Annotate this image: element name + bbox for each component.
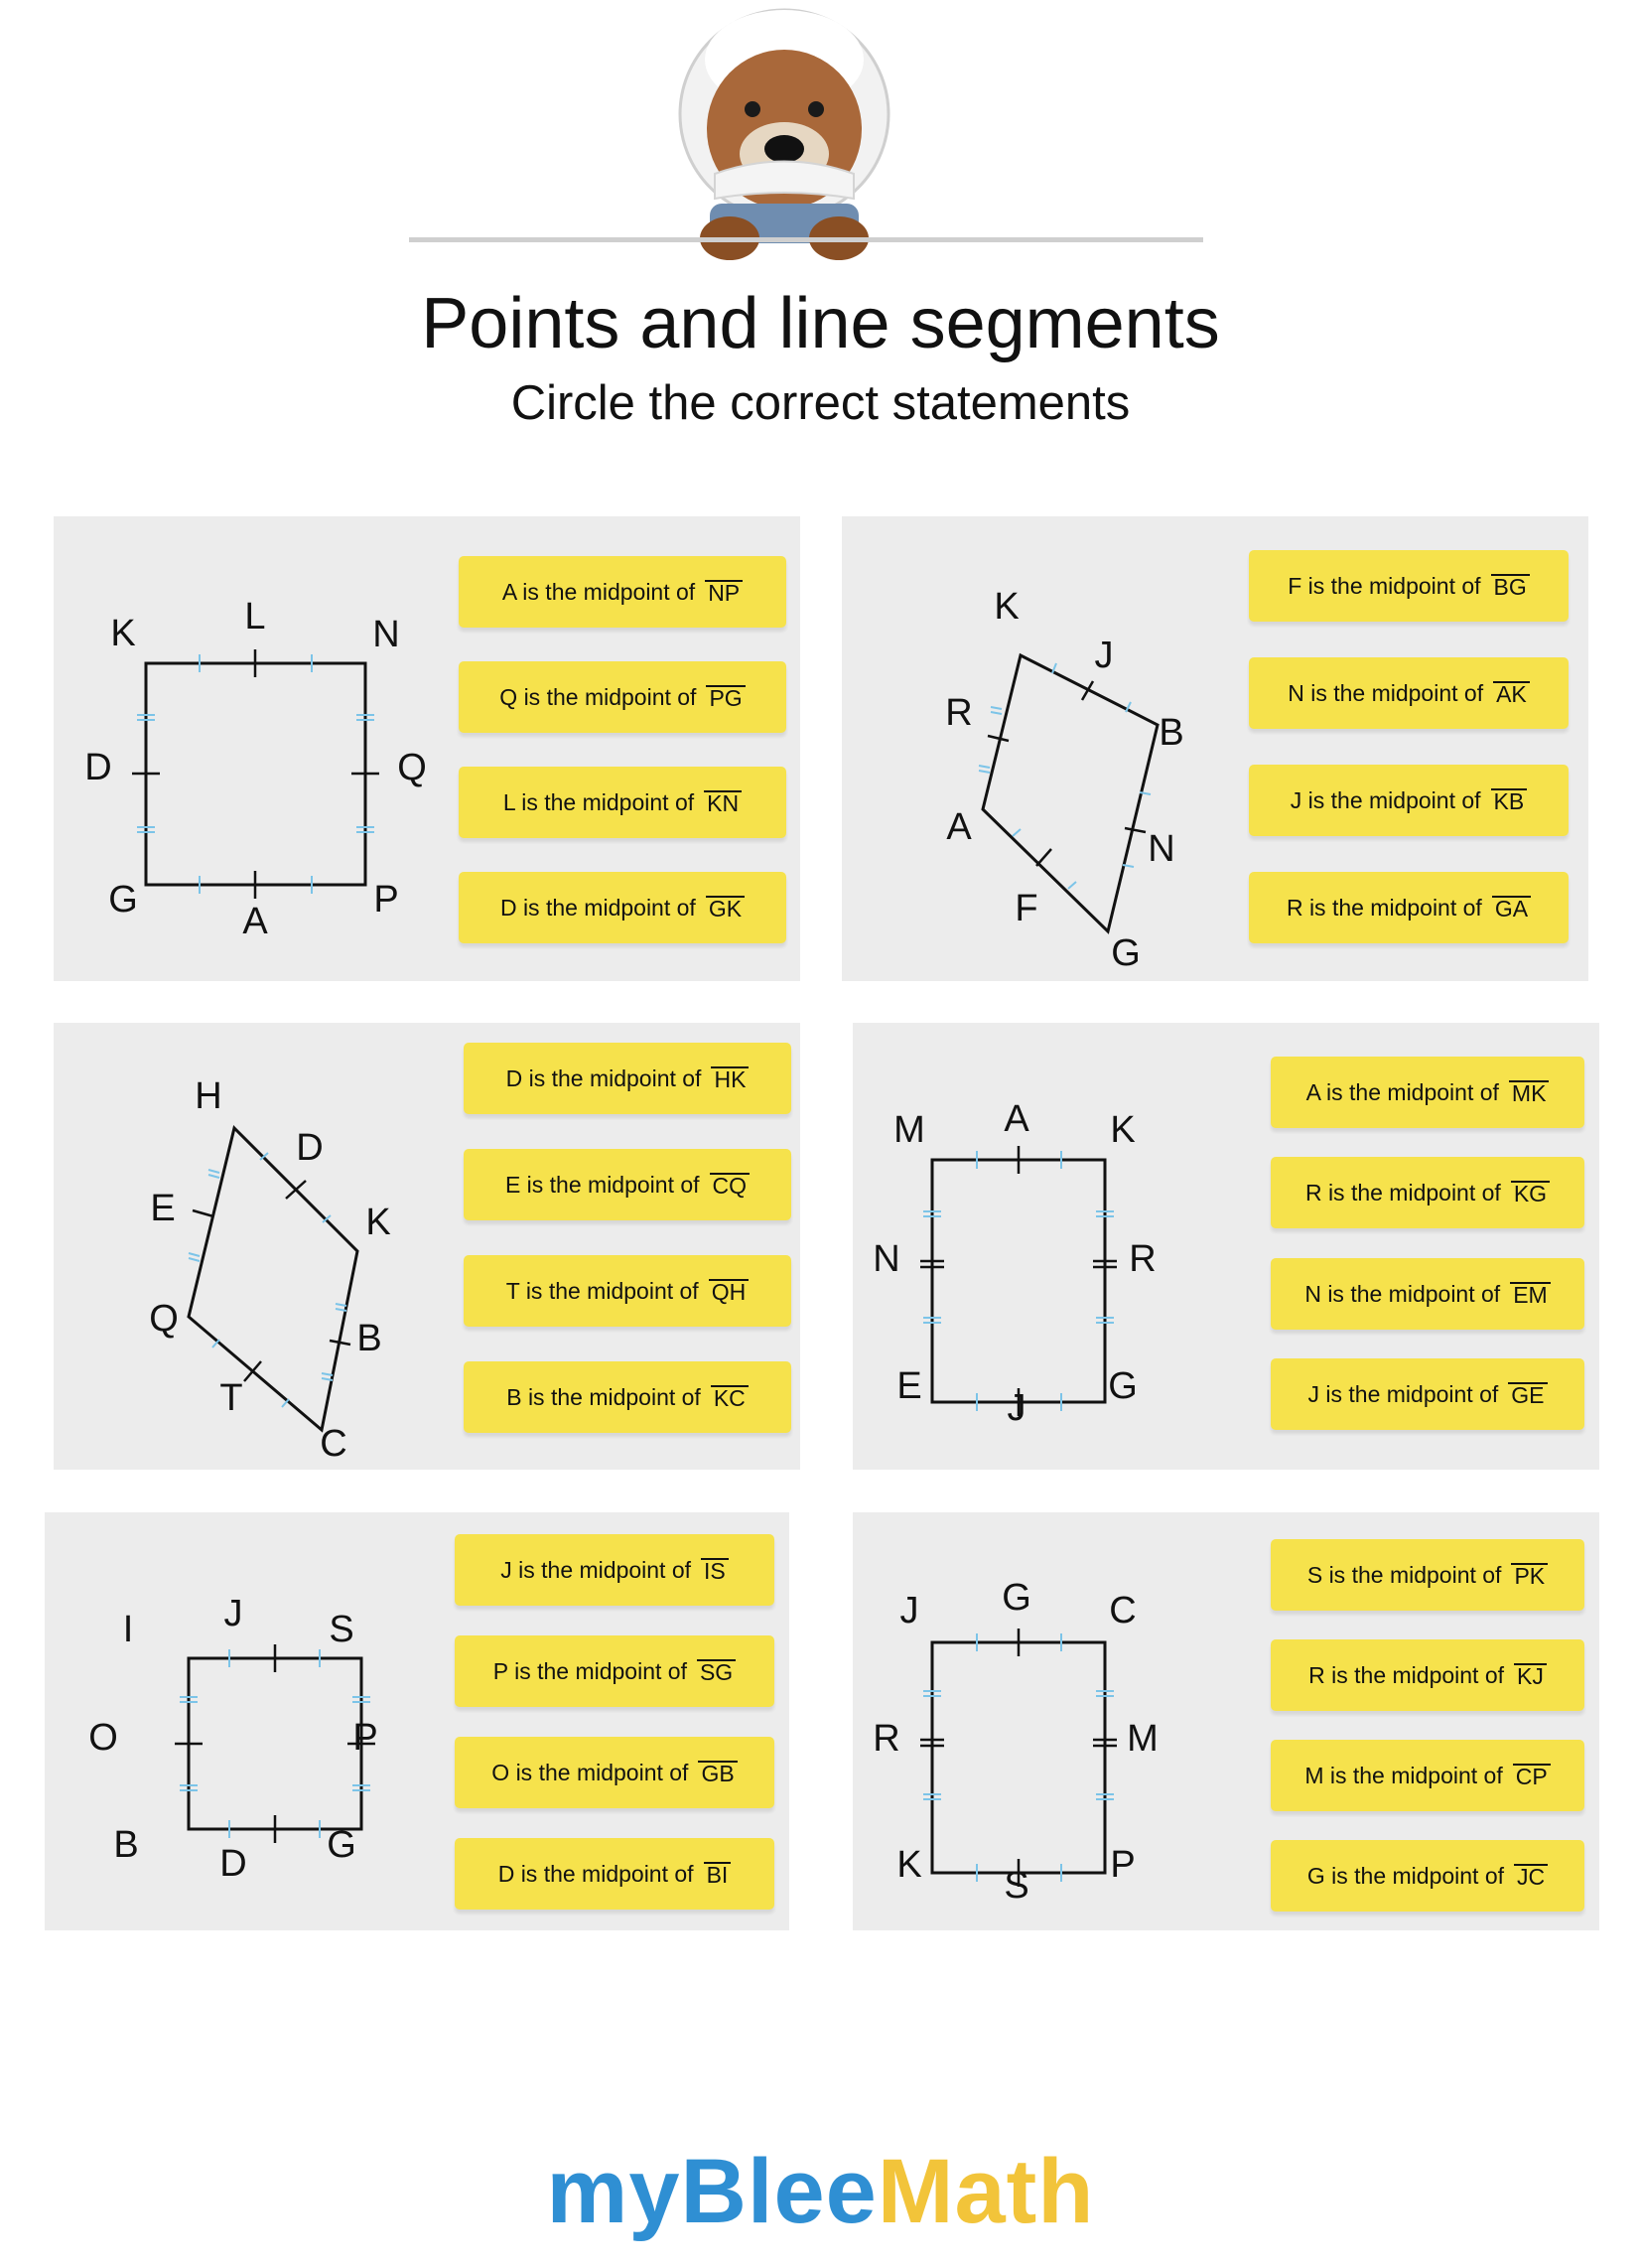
segment-label: KN <box>704 790 742 814</box>
point-label-d: D <box>296 1127 324 1170</box>
statement-3a[interactable]: D is the midpoint of HK <box>464 1043 791 1114</box>
statement-5a[interactable]: J is the midpoint of IS <box>455 1534 774 1606</box>
statement-6d[interactable]: G is the midpoint of JC <box>1271 1840 1584 1912</box>
point-label-t: T <box>219 1377 243 1420</box>
point-label-n: N <box>1148 828 1175 871</box>
statement-4d[interactable]: J is the midpoint of GE <box>1271 1358 1584 1430</box>
segment-label: CP <box>1513 1764 1551 1787</box>
point-label-i: I <box>122 1609 134 1651</box>
point-label-m: M <box>893 1109 925 1152</box>
statement-5c[interactable]: O is the midpoint of GB <box>455 1737 774 1808</box>
segment-label: KG <box>1511 1181 1550 1205</box>
statement-5d[interactable]: D is the midpoint of BI <box>455 1838 774 1910</box>
brand-logo: myBleeMath <box>546 2141 1095 2242</box>
statement-6a[interactable]: S is the midpoint of PK <box>1271 1539 1584 1611</box>
segment-label: AK <box>1493 681 1530 705</box>
point-label-g: G <box>108 879 138 921</box>
segment-label: GK <box>706 896 745 920</box>
header-divider <box>409 237 1203 242</box>
page-subtitle: Circle the correct statements <box>510 376 1131 430</box>
point-label-p: P <box>1110 1844 1136 1887</box>
point-label-k: K <box>896 1844 922 1887</box>
point-label-n: N <box>372 614 400 656</box>
point-label-n: N <box>873 1238 900 1281</box>
exercise-panel-3 <box>54 1023 800 1470</box>
point-label-q: Q <box>397 747 427 789</box>
segment-label: PG <box>706 685 745 709</box>
point-label-j: J <box>899 1590 919 1632</box>
point-label-g: G <box>1002 1577 1031 1620</box>
statement-1a[interactable]: A is the midpoint of NP <box>459 556 786 628</box>
point-label-b: B <box>356 1318 382 1360</box>
point-label-j: J <box>1094 635 1114 677</box>
statement-1b[interactable]: Q is the midpoint of PG <box>459 661 786 733</box>
point-label-q: Q <box>149 1298 179 1341</box>
point-label-a: A <box>242 901 268 943</box>
point-label-h: H <box>195 1075 222 1118</box>
point-label-l: L <box>244 596 266 638</box>
statement-2b[interactable]: N is the midpoint of AK <box>1249 657 1569 729</box>
point-label-d: D <box>84 747 112 789</box>
point-label-r: R <box>873 1718 900 1761</box>
exercise-panel-5 <box>45 1512 789 1930</box>
point-label-k: K <box>110 613 136 655</box>
statement-5b[interactable]: P is the midpoint of SG <box>455 1635 774 1707</box>
segment-label: KJ <box>1514 1663 1547 1687</box>
segment-label: CQ <box>710 1173 751 1197</box>
segment-label: HK <box>711 1066 749 1090</box>
point-label-p: P <box>373 879 399 921</box>
segment-label: IS <box>701 1558 729 1582</box>
segment-label: GE <box>1508 1382 1547 1406</box>
point-label-o: O <box>88 1717 118 1760</box>
segment-label: QH <box>709 1279 750 1303</box>
statement-6b[interactable]: R is the midpoint of KJ <box>1271 1639 1584 1711</box>
point-label-s: S <box>329 1609 354 1651</box>
segment-label: EM <box>1510 1282 1551 1306</box>
segment-label: GA <box>1492 896 1531 920</box>
point-label-r: R <box>1129 1238 1157 1281</box>
statement-3b[interactable]: E is the midpoint of CQ <box>464 1149 791 1220</box>
segment-label: BG <box>1491 574 1530 598</box>
exercise-panel-6 <box>853 1512 1599 1930</box>
point-label-p: P <box>352 1717 378 1760</box>
segment-label: MK <box>1509 1080 1550 1104</box>
point-label-e: E <box>896 1365 922 1408</box>
statement-4b[interactable]: R is the midpoint of KG <box>1271 1157 1584 1228</box>
statement-2a[interactable]: F is the midpoint of BG <box>1249 550 1569 622</box>
page-title: Points and line segments <box>421 284 1220 363</box>
point-label-a: A <box>1004 1098 1029 1141</box>
exercise-panel-4 <box>853 1023 1599 1470</box>
segment-label: JC <box>1514 1864 1548 1888</box>
point-label-e: E <box>150 1188 176 1230</box>
segment-label: NP <box>705 580 743 604</box>
segment-label: GB <box>698 1761 737 1784</box>
statement-3c[interactable]: T is the midpoint of QH <box>464 1255 791 1327</box>
statement-1d[interactable]: D is the midpoint of GK <box>459 872 786 943</box>
mascot-image <box>635 0 933 268</box>
segment-label: BI <box>704 1862 732 1886</box>
point-label-c: C <box>1109 1590 1137 1632</box>
point-label-a: A <box>946 806 972 849</box>
exercise-panel-1 <box>54 516 800 981</box>
statement-6c[interactable]: M is the midpoint of CP <box>1271 1740 1584 1811</box>
segment-label: KB <box>1491 788 1528 812</box>
point-label-c: C <box>320 1423 347 1466</box>
segment-label: PK <box>1511 1563 1548 1587</box>
segment-label: SG <box>697 1659 736 1683</box>
statement-1c[interactable]: L is the midpoint of KN <box>459 767 786 838</box>
point-label-f: F <box>1015 888 1038 930</box>
point-label-k: K <box>994 586 1020 629</box>
statement-2d[interactable]: R is the midpoint of GA <box>1249 872 1569 943</box>
point-label-j: J <box>1007 1387 1026 1430</box>
point-label-b: B <box>1159 712 1184 755</box>
point-label-k: K <box>1110 1109 1136 1152</box>
point-label-r: R <box>945 692 973 735</box>
point-label-g: G <box>327 1824 356 1867</box>
point-label-b: B <box>113 1824 139 1867</box>
exercise-panel-2 <box>842 516 1588 981</box>
segment-label: KC <box>711 1385 749 1409</box>
point-label-d: D <box>219 1843 247 1886</box>
point-label-k: K <box>365 1202 391 1244</box>
point-label-g: G <box>1111 932 1141 975</box>
point-label-j: J <box>223 1593 243 1635</box>
statement-4a[interactable]: A is the midpoint of MK <box>1271 1057 1584 1128</box>
statement-2c[interactable]: J is the midpoint of KB <box>1249 765 1569 836</box>
statement-3d[interactable]: B is the midpoint of KC <box>464 1361 791 1433</box>
point-label-g: G <box>1108 1365 1138 1408</box>
point-label-s: S <box>1004 1865 1029 1908</box>
statement-4c[interactable]: N is the midpoint of EM <box>1271 1258 1584 1330</box>
point-label-m: M <box>1127 1718 1159 1761</box>
